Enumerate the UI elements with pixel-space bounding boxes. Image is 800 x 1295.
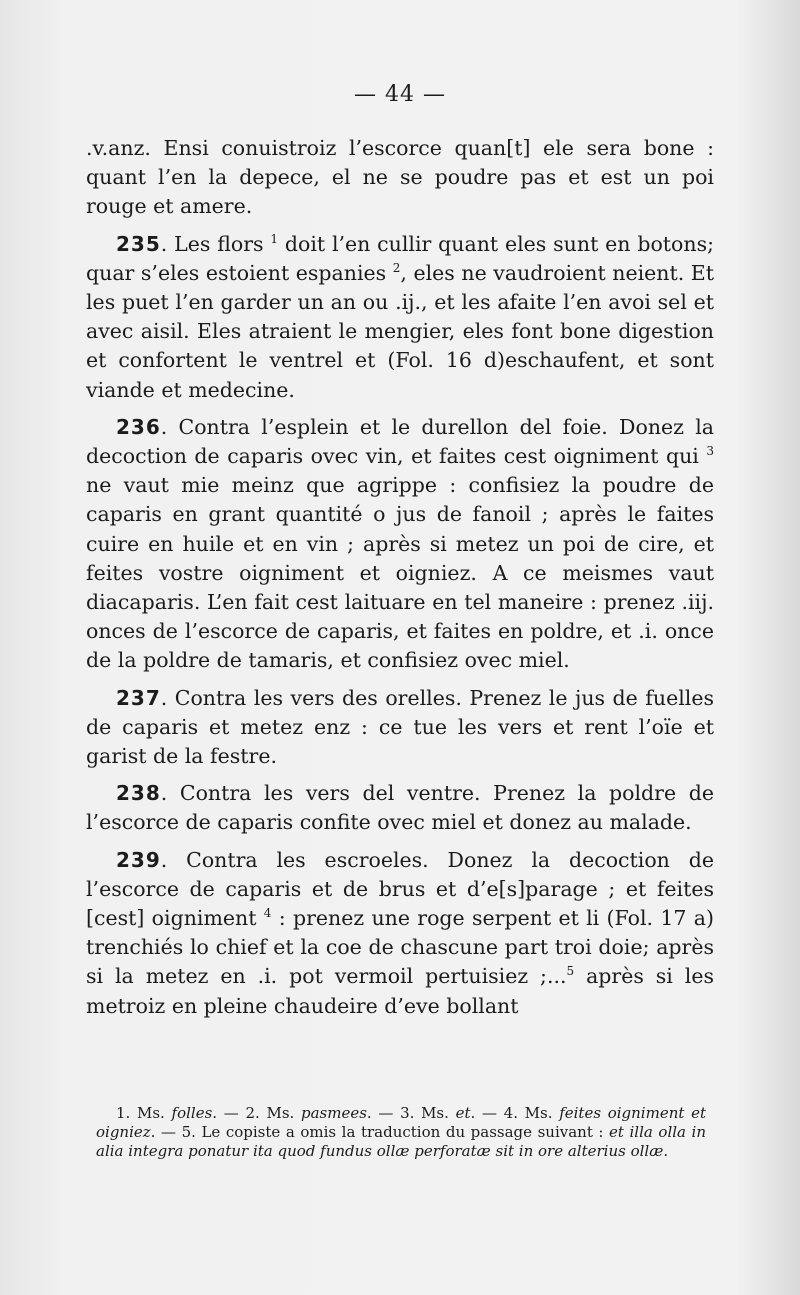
footnote-4: 4. Ms. [503,1104,560,1122]
entry-text: . Contra l’esplein et le durellon del foie. Donez la decoction de caparis ovec vin, et faites cest oigniment qui [86,414,714,469]
entry-text: . Contra les escroeles. Donez la decoction de l’escorce de caparis et de brus et d’e[s]parage ; et feites [cest] oigniment [86,847,714,931]
entry-text: . Les flors [160,231,271,256]
footnote-2-variant: pasmees [300,1104,367,1122]
entry-text: : prenez une roge serpent et li (Fol. 17 a) trenchiés lo chief et la coe de chascune part troi doie; après si la metez en .i. pot vermoil pertuisiez ;... [86,906,714,989]
entry-236 [86,413,714,676]
footnote-separator: . — [150,1123,182,1141]
entry-text: doit l’en cullir quant eles sunt en botons; quar s’eles estoient espanies [86,231,715,285]
footnote-ref: 2 [392,260,401,275]
footnote-2: 2. Ms. [245,1104,301,1122]
entry-text: . Contra les vers del ventre. Prenez la poldre de l’escorce de caparis confite ovec miel et donez au malade. [86,781,714,835]
footnote-separator: . — [366,1104,401,1122]
paragraph-continuation: .v.anz. Ensi conuistroiz l’escorce quan[t] ele sera bone : quant l’en la depece, el ne se poudre pas et est un poi rouge et amere. [86,136,714,219]
footnote-end: . [663,1142,669,1160]
entry-text: après si les metroiz en pleine chaudeire d’eve bollant [86,964,714,1018]
entry-number: 235 [116,231,161,256]
footnote-block [96,1104,706,1161]
page-number: — 44 — [354,82,446,107]
footnote-1-variant: folles [171,1104,213,1122]
entry-number: 236 [116,414,161,439]
footnote-1: 1. Ms. [116,1104,172,1122]
entry-text: . Contra les vers des orelles. Prenez le jus de fuelles de caparis et metez enz : ce tue les vers et rent l’oïe et garist de la festre. [86,685,714,769]
entry-238 [86,779,714,837]
entry-237 [86,684,714,772]
entry-239 [86,846,714,1021]
footnote-ref: 5 [566,964,575,979]
entry-number: 239 [116,847,161,872]
footnote-3: 3. Ms. [400,1104,456,1122]
footnote-separator: . — [470,1104,504,1122]
footnote-ref: 3 [706,444,714,459]
main-text [86,134,714,1021]
footnote-separator: . — [212,1104,246,1122]
entry-235 [86,230,714,405]
entry-text: , eles ne vaudroient neient. Et les puet l’en garder un an ou .ij., et les afaite l’en avoi sel et avec aisil. Eles atraient le mengier, eles font bone digestion et confortent le ventrel et (Fol. 16 d)eschaufent, et sont viande et medecine. [86,260,715,402]
entry-number: 237 [116,685,161,710]
footnote-5-latin: et illa olla in alia integra ponatur ita quod fundus ollæ perforatæ sit in ore alterius ollæ [96,1123,706,1160]
footnote-3-variant: et [455,1104,471,1122]
footnotes [96,1104,706,1161]
footnote-ref: 1 [270,231,279,246]
entry-text: ne vaut mie meinz que agrippe : confisiez la poudre de caparis en grant quantité o jus de fanoil ; après le faites cuire en huile et en vin ; après si metez un poi de cire, et feites vostre oigniment et oigniez. A ce meismes vaut diacaparis. L’en fait cest laituare en tel maneire : prenez .iij. onces de l’escorce de caparis, et faites en poldre, et .i. once de la poldre de tamaris, et confisiez ovec miel. [86,473,714,673]
footnote-4-variant: feites oigniment et oigniez [96,1104,706,1141]
footnote-ref: 4 [263,906,272,921]
entry-number: 238 [116,781,161,806]
footnote-5: 5. Le copiste a omis la traduction du passage suivant : [181,1123,610,1141]
